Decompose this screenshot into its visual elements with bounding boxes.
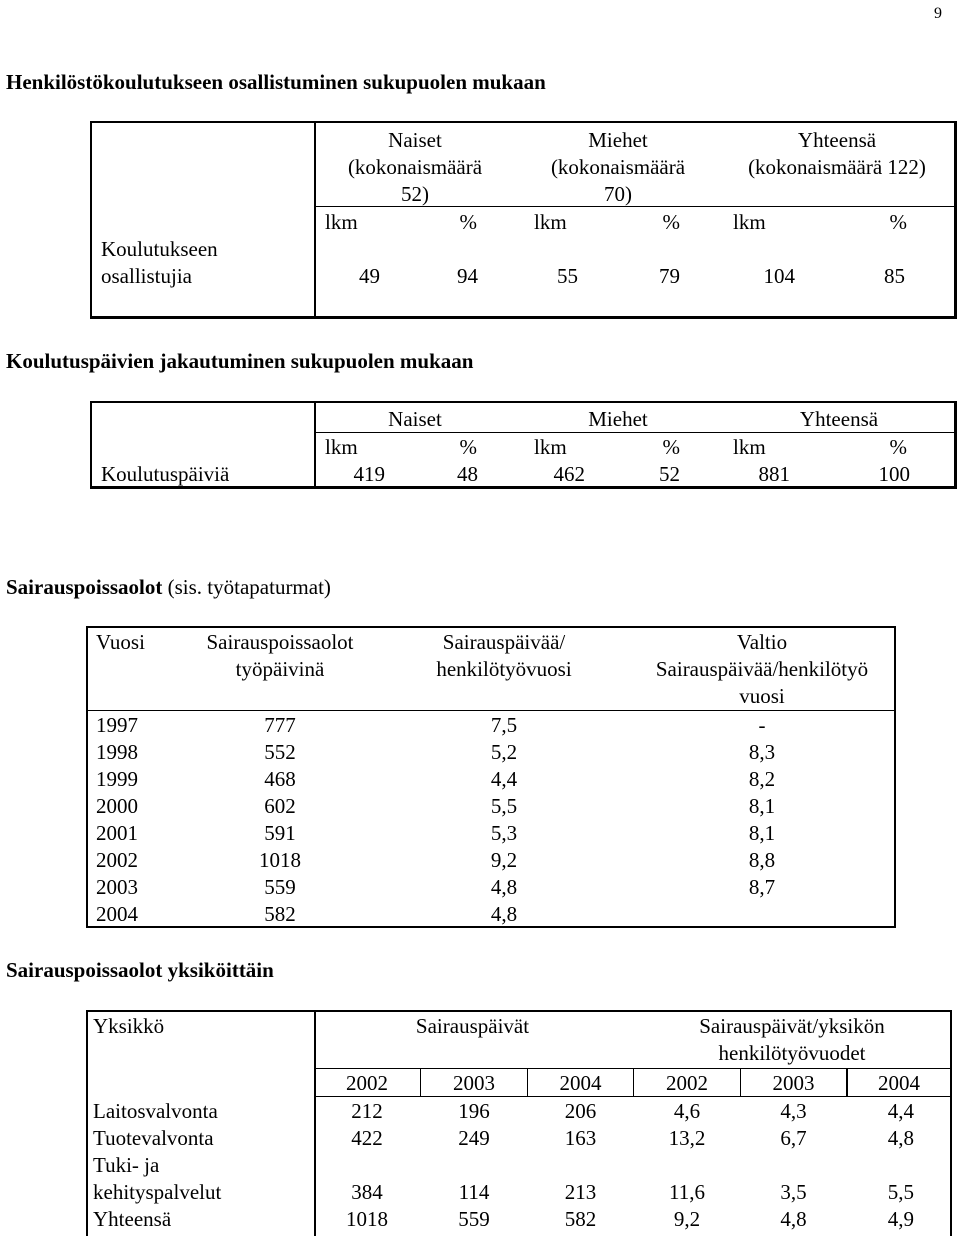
s2-subheader: % [889, 435, 907, 459]
s4-row-label: kehityspalvelut [93, 1180, 222, 1204]
s1-subheader: % [662, 210, 680, 234]
s1-yhteensa-header-1: Yhteensä [797, 128, 877, 152]
s3-header-col3-1: Sairauspäivää/ [442, 630, 566, 654]
s3-valtio: 8,1 [748, 821, 776, 845]
s2-subheader: lkm [325, 435, 358, 459]
s4-cell: 196 [458, 1099, 490, 1123]
s1-yhteensa-header-2: (kokonaismäärä 122) [748, 155, 926, 179]
s3-year: 1999 [96, 767, 138, 791]
s4-cell: 3,5 [780, 1180, 807, 1204]
s4-cell: 9,2 [673, 1207, 701, 1231]
s3-per-person: 7,5 [490, 713, 518, 737]
s3-valtio: 8,7 [748, 875, 776, 899]
s1-naiset-header-3: 52) [401, 182, 429, 206]
s3-year: 2003 [96, 875, 138, 899]
s4-cell: 5,5 [887, 1180, 914, 1204]
section3-heading-bold: Sairauspoissaolot [6, 575, 163, 599]
s1-subheader: lkm [534, 210, 567, 234]
s4-cell: 559 [458, 1207, 490, 1231]
s2-value: 881 [758, 462, 790, 486]
s3-per-person: 5,3 [490, 821, 518, 845]
s4-cell: 4,3 [780, 1099, 807, 1123]
s3-year: 2002 [96, 848, 138, 872]
s2-group-miehet: Miehet [588, 407, 648, 431]
s4-cell: 1018 [346, 1207, 388, 1231]
s4-row-label: Tuki- ja [93, 1153, 160, 1177]
s4-year: 2004 [878, 1071, 920, 1095]
s3-per-person: 4,4 [490, 767, 518, 791]
s3-year: 2001 [96, 821, 138, 845]
s3-days: 552 [264, 740, 296, 764]
s4-cell: 163 [564, 1126, 597, 1150]
s4-cell: 213 [564, 1180, 597, 1204]
s3-year: 1998 [96, 740, 138, 764]
section4-heading: Sairauspoissaolot yksiköittäin [6, 958, 274, 982]
s4-year: 2002 [346, 1071, 388, 1095]
s4-cell: 4,8 [780, 1207, 807, 1231]
s3-header-vuosi: Vuosi [96, 630, 145, 654]
s1-value: 104 [763, 264, 795, 288]
s3-days: 1018 [259, 848, 301, 872]
s3-per-person: 4,8 [490, 875, 518, 899]
s2-subheader: % [662, 435, 680, 459]
s4-cell: 6,7 [780, 1126, 807, 1150]
s4-cell: 4,9 [887, 1207, 914, 1231]
s2-subheader: lkm [534, 435, 567, 459]
s2-subheader: % [459, 435, 477, 459]
s4-year: 2002 [666, 1071, 708, 1095]
s1-subheader: lkm [325, 210, 358, 234]
s2-value: 52 [659, 462, 680, 486]
s1-value: 49 [359, 264, 380, 288]
s1-subheader: lkm [733, 210, 766, 234]
s3-valtio: - [758, 713, 766, 737]
s4-year: 2004 [559, 1071, 602, 1095]
s4-cell: 4,4 [887, 1099, 914, 1123]
s3-per-person: 4,8 [490, 902, 518, 926]
section3-heading-rest: (sis. työtapaturmat) [167, 575, 331, 599]
s1-miehet-header-3: 70) [604, 182, 632, 206]
s3-header-col2-1: Sairauspoissaolot [206, 630, 354, 654]
s4-cell: 384 [351, 1180, 383, 1204]
s3-days: 559 [264, 875, 296, 899]
s4-cell: 11,6 [669, 1180, 705, 1204]
s3-days: 468 [264, 767, 296, 791]
s1-value: 79 [659, 264, 680, 288]
s4-cell: 582 [564, 1207, 597, 1231]
s1-naiset-header-1: Naiset [388, 128, 442, 152]
s4-cell: 249 [458, 1126, 490, 1150]
s1-value: 85 [884, 264, 905, 288]
s3-header-col4-3: vuosi [739, 684, 785, 708]
s2-value: 462 [553, 462, 585, 486]
s4-cell: 114 [458, 1180, 490, 1204]
s3-per-person: 9,2 [490, 848, 518, 872]
s2-group-yhteensa: Yhteensä [799, 407, 879, 431]
s3-days: 602 [264, 794, 296, 818]
s3-valtio: 8,8 [748, 848, 776, 872]
s3-per-person: 5,5 [490, 794, 518, 818]
s3-valtio: 8,1 [748, 794, 776, 818]
s3-year: 1997 [96, 713, 138, 737]
s3-header-col3-2: henkilötyövuosi [436, 657, 572, 681]
s4-year: 2003 [772, 1071, 815, 1095]
s3-days: 777 [264, 713, 296, 737]
s4-cell: 422 [351, 1126, 383, 1150]
section3-heading [6, 575, 331, 599]
s1-row-label-1: Koulutukseen [101, 237, 218, 261]
section1-heading: Henkilöstökoulutukseen osallistuminen sukupuolen mukaan [6, 70, 546, 94]
s2-value: 100 [878, 462, 910, 486]
s4-row-label: Tuotevalvonta [93, 1126, 214, 1150]
s4-cell: 4,8 [887, 1126, 914, 1150]
s3-days: 582 [264, 902, 296, 926]
s3-days: 591 [264, 821, 296, 845]
page-number: 9 [934, 5, 942, 22]
s4-cell: 13,2 [668, 1126, 706, 1150]
s3-header-col4-2: Sairauspäivää/henkilötyö [655, 657, 869, 681]
s2-value: 48 [457, 462, 478, 486]
s4-row-label: Laitosvalvonta [93, 1099, 218, 1123]
s4-cell: 4,6 [673, 1099, 701, 1123]
s1-row-label-2: osallistujia [101, 264, 192, 288]
s4-cell: 206 [564, 1099, 597, 1123]
s4-row-label: Yhteensä [93, 1207, 172, 1231]
s3-valtio: 8,3 [748, 740, 776, 764]
s4-header-per-1: Sairauspäivät/yksikön [699, 1014, 885, 1038]
s3-year: 2000 [96, 794, 138, 818]
s1-subheader: % [889, 210, 907, 234]
s2-subheader: lkm [733, 435, 766, 459]
s3-valtio: 8,2 [748, 767, 776, 791]
s3-per-person: 5,2 [490, 740, 518, 764]
s4-header-per-2: henkilötyövuodet [718, 1041, 866, 1065]
s1-value: 55 [557, 264, 578, 288]
s1-value: 94 [457, 264, 478, 288]
s1-miehet-header-1: Miehet [588, 128, 648, 152]
s1-miehet-header-2: (kokonaismäärä [550, 155, 686, 179]
s4-year: 2003 [453, 1071, 495, 1095]
s3-year: 2004 [96, 902, 138, 926]
section2-heading: Koulutuspäivien jakautuminen sukupuolen mukaan [6, 349, 474, 373]
s1-naiset-header-2: (kokonaismäärä [347, 155, 483, 179]
s2-group-naiset: Naiset [388, 407, 442, 431]
s3-header-col2-2: työpäivinä [235, 657, 325, 681]
s2-row-label: Koulutuspäiviä [101, 462, 230, 486]
s4-cell: 212 [351, 1099, 383, 1123]
s2-value: 419 [353, 462, 385, 486]
s1-subheader: % [459, 210, 477, 234]
s4-header-yksikko: Yksikkö [93, 1014, 165, 1038]
s4-header-paivat: Sairauspäivät [415, 1014, 530, 1038]
s3-header-col4-1: Valtio [736, 630, 788, 654]
